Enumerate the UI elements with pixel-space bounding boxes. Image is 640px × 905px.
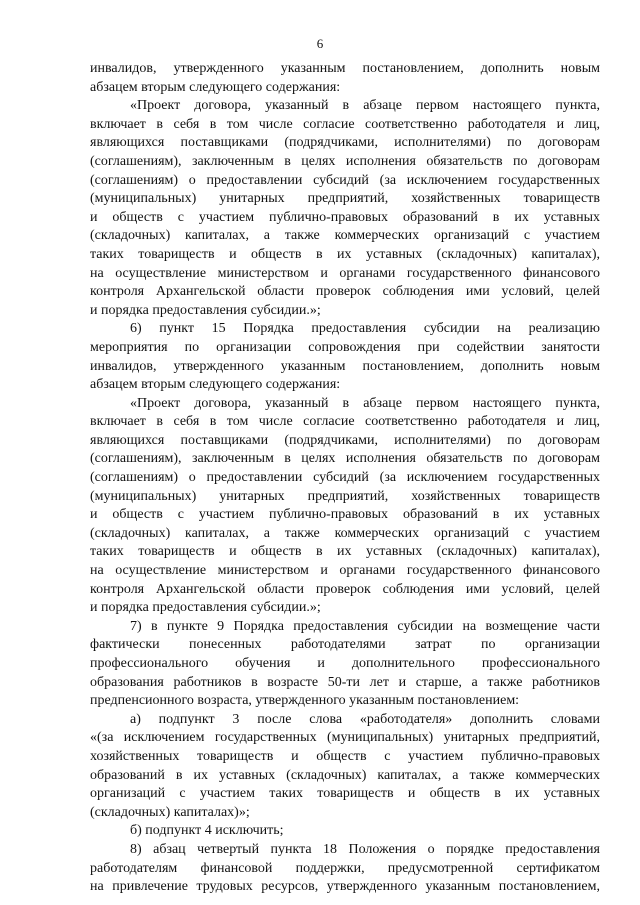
text-line: (складочных) капиталах, а также коммерческих организаций с участием (90, 525, 600, 541)
text-line: хозяйственных товариществ и обществ с участием публично-правовых (90, 748, 600, 764)
text-line: инвалидов, утвержденного указанным постановлением, дополнить новым (90, 358, 600, 374)
text-line: (муниципальных) унитарных предприятий, хозяйственных товариществ (90, 191, 600, 207)
text-line: являющихся поставщиками (подрядчиками, исполнителями) по договорам (90, 135, 600, 151)
text-line: а) подпункт 3 после слова «работодателя» дополнить словами (130, 711, 600, 727)
text-line: абзацем вторым следующего содержания: (90, 79, 341, 95)
text-line: 8) абзац четвертый пункта 18 Положения о порядке предоставления (130, 841, 600, 857)
text-line: организаций с участием таких товариществ и обществ в их уставных (90, 786, 600, 802)
text-line: (соглашениям) о предоставлении субсидий (за исключением государственных (90, 470, 600, 486)
text-line: и порядка предоставления субсидии.»; (90, 302, 321, 318)
text-line: таких товариществ и обществ в их уставных (складочных) капиталах), (90, 246, 600, 262)
document-body (90, 60, 600, 897)
text-line: б) подпункт 4 исключить; (130, 823, 284, 839)
text-line: (складочных) капиталах, а также коммерческих организаций с участием (90, 228, 600, 244)
text-line: включает в себя в том числе согласие соответственно работодателя и лиц, (90, 116, 600, 132)
text-line: предпенсионного возраста, утвержденного указанным постановлением: (90, 693, 520, 709)
text-line: фактически понесенных работодателями затрат по организации (90, 637, 600, 653)
text-line: и порядка предоставления субсидии.»; (90, 600, 321, 616)
text-line: «Проект договора, указанный в абзаце первом настоящего пункта, (130, 395, 600, 411)
text-line: (соглашениям), заключенным в целях исполнения обязательств по договорам (90, 153, 600, 169)
text-line: на осуществление министерством и органами государственного финансового (90, 265, 600, 281)
text-line: мероприятия по организации сопровождения при содействии занятости (90, 339, 600, 355)
text-line: контроля Архангельской области проверок соблюдения ими условий, целей (90, 284, 600, 300)
text-line: образований в их уставных (складочных) капиталах, а также коммерческих (90, 767, 600, 783)
text-line: таких товариществ и обществ в их уставных (складочных) капиталах), (90, 544, 600, 560)
text-line: работодателям финансовой поддержки, предусмотренной сертификатом (90, 860, 600, 876)
text-line: «Проект договора, указанный в абзаце первом настоящего пункта, (130, 98, 600, 114)
text-line: 7) в пункте 9 Порядка предоставления субсидии на возмещение части (130, 618, 600, 634)
text-line: (соглашениям) о предоставлении субсидий (за исключением государственных (90, 172, 600, 188)
text-line: абзацем вторым следующего содержания: (90, 377, 341, 393)
page-number: 6 (316, 36, 324, 51)
text-line: «(за исключением государственных (муниципальных) унитарных предприятий, (90, 730, 600, 746)
text-line: включает в себя в том числе согласие соответственно работодателя и лиц, (90, 414, 600, 430)
text-line: и обществ с участием публично-правовых образований в их уставных (90, 209, 600, 225)
text-line: 6) пункт 15 Порядка предоставления субсидии на реализацию (130, 321, 600, 337)
text-line: на осуществление министерством и органами государственного финансового (90, 563, 600, 579)
text-line: на привлечение трудовых ресурсов, утвержденного указанным постановлением, (90, 879, 600, 895)
text-line: (складочных) капиталах)»; (90, 804, 250, 820)
text-line: профессионального обучения и дополнительного профессионального (90, 656, 600, 671)
text-line: и обществ с участием публично-правовых образований в их уставных (90, 507, 600, 523)
text-line: (муниципальных) унитарных предприятий, хозяйственных товариществ (90, 488, 600, 504)
text-line: инвалидов, утвержденного указанным постановлением, дополнить новым (90, 61, 600, 76)
text-line: (соглашениям), заключенным в целях исполнения обязательств по договорам (90, 451, 600, 467)
text-line: контроля Архангельской области проверок соблюдения ими условий, целей (90, 581, 600, 597)
text-line: образования работников в возрасте 50-ти лет и старше, а также работников (90, 674, 600, 690)
text-line: являющихся поставщиками (подрядчиками, исполнителями) по договорам (90, 432, 600, 448)
